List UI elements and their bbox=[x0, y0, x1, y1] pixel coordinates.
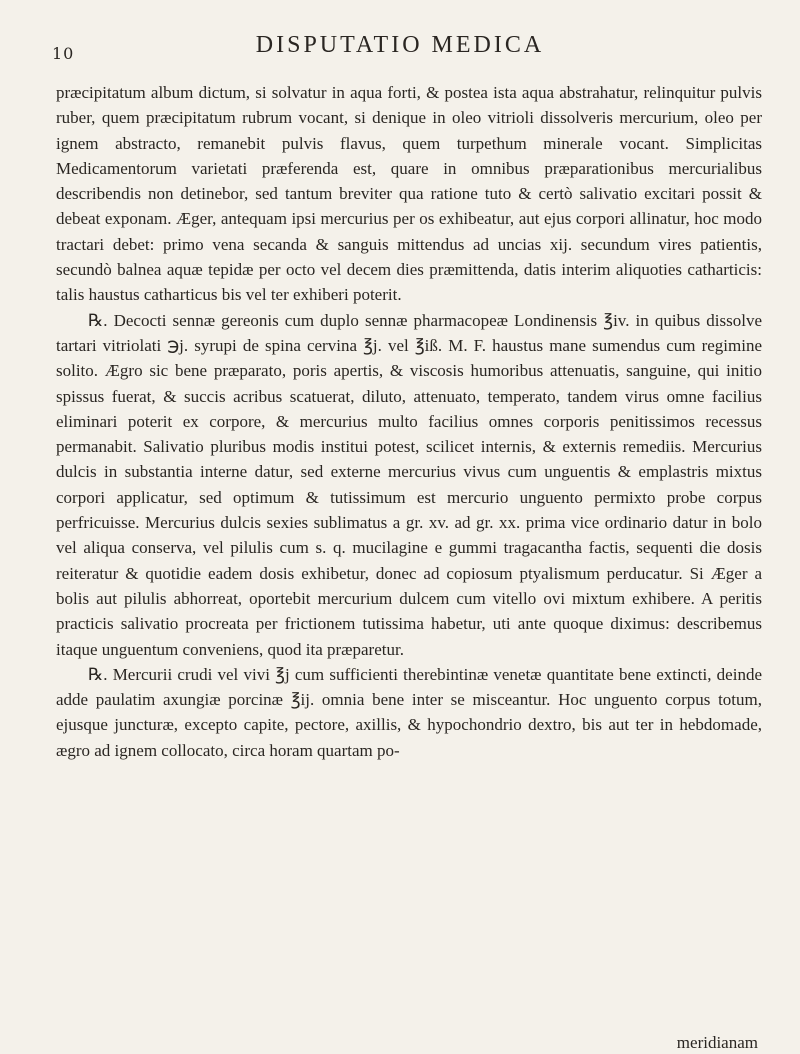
paragraph-2: ℞. Decocti sennæ gereonis cum duplo sennæ pharmacopeæ Londinensis ℥iv. in quibus dissolve tartari vitriolati ℈j. syrupi de spina cervina ℥j. vel ℥iß. M. F. haustus mane sumendus cum regimine solito. Ægro sic bene præparato, poris apertis, & viscosis humoribus attenuatis, sanguine, qui initio spissus fuerat, & succis acribus scatuerat, diluto, attenuato, temperato, tandem virus omne facilius eliminari poterit ex corpore, & mercurius multo facilius omnes corporis penitissimos recessus permanabit. Salivatio pluribus modis institui potest, scilicet internis, & externis remediis. Mercurius dulcis in substantia interne datur, sed externe mercurius vivus cum unguentis & emplastris mixtus corpori applicatur, sed optimum & tutissimum est mercurio unguento permixto probe corpus perfricuisse. Mercurius dulcis sexies sublimatus a gr. xv. ad gr. xx. prima vice ordinario datur in bolo vel aliqua conserva, vel pilulis cum s. q. mucilagine e gummi tragacantha factis, sequenti die dosis reiteratur & quotidie eadem dosis exhibetur, donec ad copiosum ptyalismum perducatur. Si Æger a bolis aut pilulis abhorreat, oportebit mercurium dulcem cum vitello ovi mixtum exhibere. A peritis practicis salivatio procreata per frictionem tutissima habetur, uti ante quoque diximus: describemus itaque unguentum conveniens, quod ita præparetur. bbox=[56, 310, 762, 659]
running-head: DISPUTATIO MEDICA bbox=[255, 32, 545, 58]
page-number: 10 bbox=[52, 44, 75, 63]
catchword: meridianam bbox=[676, 1033, 758, 1052]
paragraph-3: ℞. Mercurii crudi vel vivi ℥j cum sufficienti therebintinæ venetæ quantitate bene extincti, deinde adde paulatim axungiæ porcinæ ℥ij. omnia bene inter se misceantur. Hoc unguento corpus totum, ejusque juncturæ, excepto capite, pectore, axillis, & hypochondrio dextro, bis aut ter in hebdomade, ægro ad ignem collocato, circa horam quartam po- bbox=[56, 664, 762, 760]
body-text bbox=[56, 80, 762, 763]
paragraph-1: præcipitatum album dictum, si solvatur in aqua forti, & postea ista aqua abstrahatur, relinquitur pulvis ruber, quem præcipitatum rubrum vocant, si denique in oleo vitrioli dissolveris mercurium, oleo per ignem abstracto, remanebit pulvis flavus, quem turpethum minerale vocant. Simplicitas Medicamentorum varietati præferenda est, quare in omnibus præparationibus mercurialibus describendis non detinebor, sed tantum breviter qua ratione tuto & certò salivatio excitari possit & debeat exponam. Æger, antequam ipsi mercurius per os exhibeatur, aut ejus corpori allinatur, hoc modo tractari debet: primo vena secanda & sanguis mittendus ad uncias xij. secundum vires patientis, secundò balnea aquæ tepidæ per octo vel decem dies præmittenda, datis interim aliquoties catharticis: talis haustus catharticus bis vel ter exhiberi poterit. bbox=[56, 83, 762, 305]
